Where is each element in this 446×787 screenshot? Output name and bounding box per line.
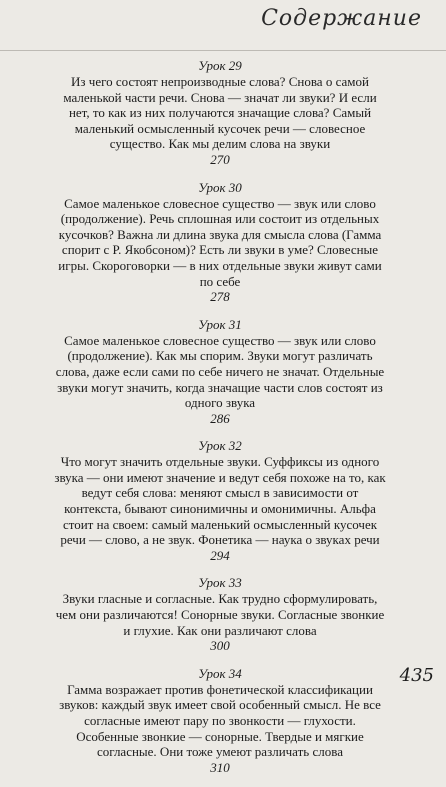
lesson-description: Из чего состоят непроизводные слова? Снова о самой маленькой части речи. Снова — значат ли звуки? И если нет, то как из них получаются значащие слова? Самый маленький осмысленный кусочек речи — словесное существо. Как мы делим слова на звуки — [63, 74, 377, 152]
lesson-title: Урок 31 — [198, 316, 242, 332]
toc-list — [52, 58, 388, 787]
lesson-description: Что могут значить отдельные звуки. Суффиксы из одного звука — они имеют значение и ведут себя похоже на то, как ведут себя слова: меняют смысл в зависимости от контекста, бывают синонимичны и омонимичны. Альфа стоит на своем: самый маленький осмысленный кусочек речи — слово, а не звук. Фонетика — наука о звуках речи — [54, 454, 386, 548]
lesson-page-number: 294 — [210, 547, 230, 563]
lesson-description: Звуки гласные и согласные. Как трудно сформулировать, чем они различаются! Сонорные звуки. Согласные звонкие и глухие. Как они различают слова — [55, 591, 385, 638]
lesson-description: Самое маленькое словесное существо — звук или слово (продолжение). Как мы спорим. Звуки могут различать слова, даже если сами по себе ничего не значат. Отдельные звуки могут значить, когда значащие части слов состоят из одного звука — [55, 332, 385, 411]
page-number: 435 — [399, 665, 434, 686]
toc-entry-lesson-30 — [52, 180, 388, 305]
toc-entry-lesson-31 — [52, 317, 388, 427]
lesson-title: Урок 34 — [198, 665, 242, 681]
lesson-title: Урок 30 — [198, 179, 242, 195]
lesson-title: Урок 29 — [198, 58, 242, 73]
lesson-description: Гамма возражает против фонетической классификации звуков: каждый звук имеет свой особенный смысл. Не все согласные имеют пару по звонкости — глухости. Особенные звонкие — сонорные. Твердые и мягкие согласные. Они тоже умеют различать слова — [59, 681, 381, 760]
lesson-title: Урок 33 — [198, 575, 242, 591]
lesson-page-number: 310 — [210, 759, 230, 775]
lesson-page-number: 270 — [210, 151, 230, 167]
page-header-title: Содержание — [261, 6, 422, 31]
toc-entry-lesson-34 — [52, 666, 388, 776]
toc-entry-lesson-32 — [52, 438, 388, 563]
toc-entry-lesson-33 — [52, 575, 388, 653]
toc-entry-lesson-29 — [52, 58, 388, 168]
lesson-title: Урок 32 — [198, 438, 242, 454]
lesson-description: Самое маленькое словесное существо — звук или слово (продолжение). Речь сплошная или состоит из отдельных кусочков? Важна ли длина звука для смысла слова (Гамма спорит с Р. Якобсоном)? Есть ли звуки в уме? Словесные игры. Скороговорки — в них отдельные звуки живут сами по себе — [58, 195, 382, 289]
header-divider — [0, 50, 446, 51]
lesson-page-number: 278 — [210, 289, 230, 305]
lesson-page-number: 300 — [210, 638, 230, 654]
lesson-page-number: 286 — [210, 410, 230, 426]
